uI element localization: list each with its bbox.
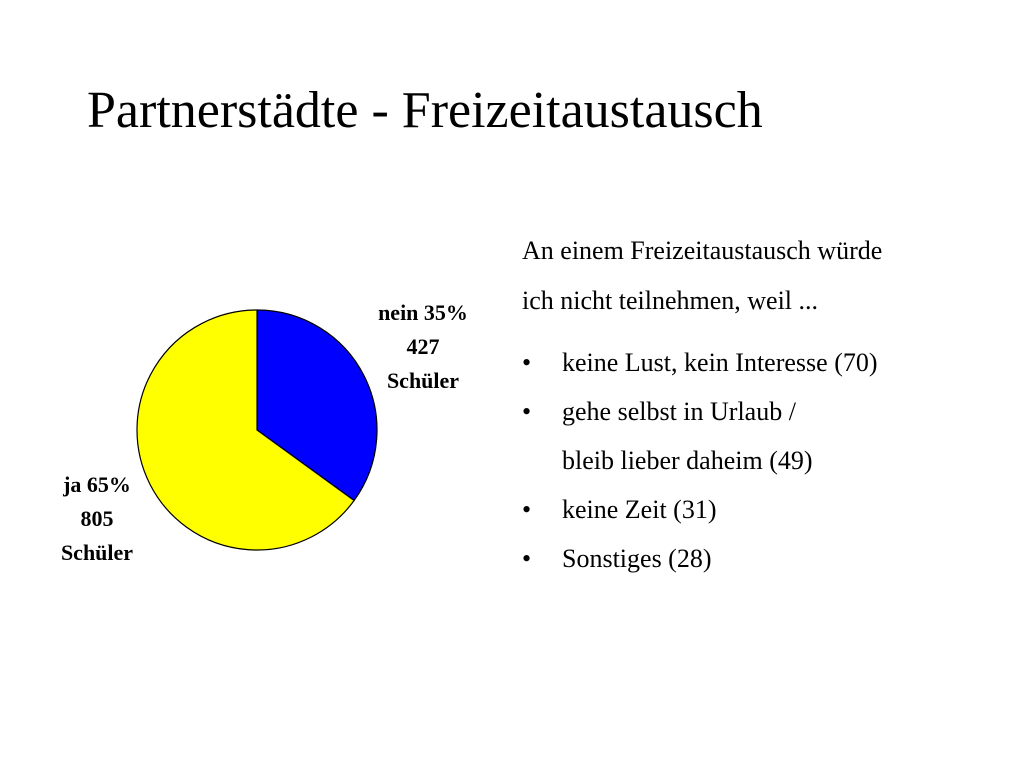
pie-label-nein-count: 427	[406, 334, 440, 359]
bullet-dot: •	[522, 495, 532, 524]
reason-item	[522, 534, 1012, 583]
pie-label-nein	[364, 296, 482, 398]
reason-item	[522, 485, 1012, 534]
bullet-dot: •	[522, 544, 532, 573]
reason-item	[522, 338, 1012, 387]
reason-text: keine Zeit (31)	[562, 495, 717, 524]
bullet-dot: •	[522, 348, 532, 377]
reasons-intro-line-2: ich nicht teilnehmen, weil ...	[522, 286, 819, 315]
reason-text: gehe selbst in Urlaub /	[562, 397, 796, 426]
reason-text-continued: bleib lieber daheim (49)	[562, 446, 813, 475]
pie-label-nein-percent: nein 35%	[378, 300, 468, 325]
pie-label-nein-unit: Schüler	[386, 368, 460, 393]
reasons-intro-line-1: An einem Freizeitaustausch würde	[522, 236, 883, 265]
pie-label-ja-percent: ja 65%	[63, 472, 131, 497]
pie-label-ja	[38, 468, 156, 570]
pie-label-ja-unit: Schüler	[60, 540, 134, 565]
reason-item	[522, 387, 1012, 485]
pie-label-ja-count: 805	[80, 506, 114, 531]
reason-text: Sonstiges (28)	[562, 544, 712, 573]
slide-title: Partnerstädte - Freizeitaustausch	[87, 82, 763, 139]
bullet-dot: •	[522, 397, 532, 426]
reasons-panel	[522, 226, 1012, 583]
reasons-intro	[522, 226, 1012, 326]
reasons-list	[522, 338, 1012, 583]
reason-text: keine Lust, kein Interesse (70)	[562, 348, 878, 377]
